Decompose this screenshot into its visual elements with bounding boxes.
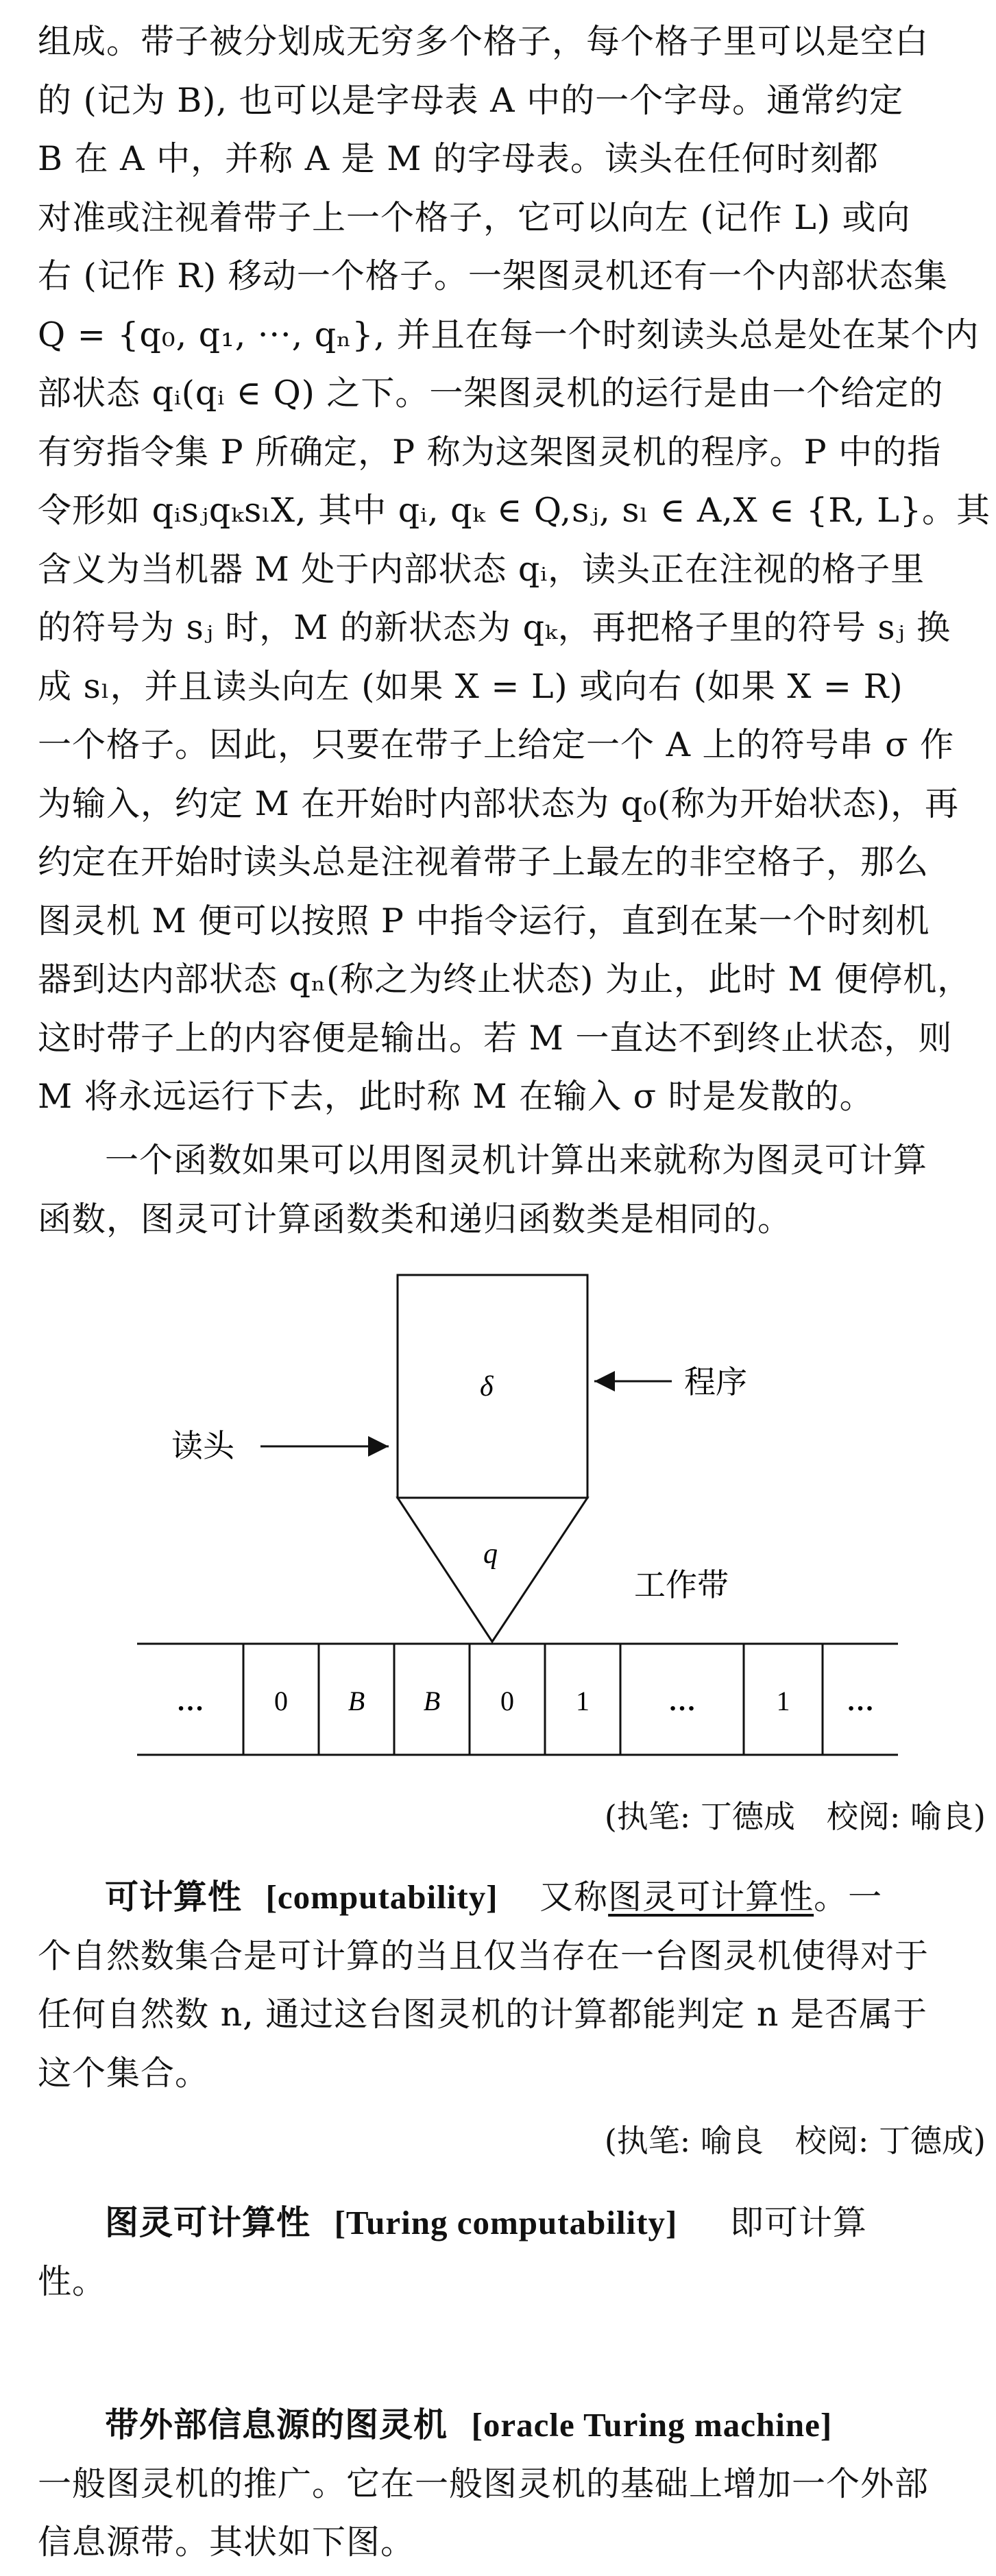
body-paragraph	[38, 12, 989, 1126]
entry-line-4: 这个集合。	[38, 2053, 210, 2093]
body-line: 右 (记作 R) 移动一个格子。一架图灵机还有一个内部状态集	[38, 256, 948, 295]
read-head-triangle	[398, 1498, 587, 1642]
body-line: 约定在开始时读头总是注视着带子上最左的非空格子，那么	[38, 842, 930, 882]
body-line: 这时带子上的内容便是输出。若 M 一直达不到终止状态，则	[38, 1018, 953, 1058]
entry-english: [oracle Turing machine]	[471, 2406, 833, 2444]
paragraph2-line-2: 函数，图灵可计算函数类和递归函数类是相同的。	[38, 1199, 792, 1239]
entry-rest: 。一	[814, 1878, 883, 1917]
tape-cell: 1	[776, 1686, 790, 1716]
body-line: 组成。带子被分划成无穷多个格子，每个格子里可以是空白	[38, 22, 930, 61]
turing-machine-diagram	[38, 1248, 989, 1775]
body-line: 一个格子。因此，只要在带子上给定一个 A 上的符号串 σ 作	[38, 725, 955, 764]
entry-term: 可计算性	[105, 1878, 243, 1917]
entry-rest: 即可计算	[729, 2203, 867, 2242]
definition-paragraph	[38, 1131, 989, 1248]
body-line: 令形如 qᵢsⱼqₖsₗX, 其中 qᵢ, qₖ ∈ Q,sⱼ, sₗ ∈ A,X ∈ {R, L}。其	[38, 491, 991, 530]
tape-cell: …	[176, 1686, 204, 1716]
body-line: 部状态 qᵢ(qᵢ ∈ Q) 之下。一架图灵机的运行是由一个给定的	[38, 374, 944, 413]
entry-line-3: 任何自然数 n, 通过这台图灵机的计算都能判定 n 是否属于	[38, 1995, 927, 2034]
entry-line-2: 一般图灵机的推广。它在一般图灵机的基础上增加一个外部	[38, 2464, 930, 2503]
tape-cell: …	[668, 1686, 696, 1716]
program-label: 程序	[684, 1363, 747, 1400]
body-line: 为输入，约定 M 在开始时内部状态为 q₀(称为开始状态)，再	[38, 783, 960, 823]
credit-line-2: (执笔: 喻良 校阅: 丁德成)	[604, 2122, 986, 2159]
tape-label: 工作带	[634, 1566, 729, 1603]
body-line: Q = {q₀, q₁, ···, qₙ}, 并且在每一个时刻读头总是处在某个内	[38, 315, 980, 354]
body-line: 含义为当机器 M 处于内部状态 qᵢ，读头正在注视的格子里	[38, 549, 925, 589]
entry-oracle-turing-machine	[38, 2396, 989, 2572]
entry-also: 又称	[539, 1878, 609, 1917]
body-line: 的 (记为 B), 也可以是字母表 A 中的一个字母。通常约定	[38, 80, 904, 120]
body-line: 有穷指令集 P 所确定，P 称为这架图灵机的程序。P 中的指	[38, 432, 942, 472]
tape-cell: 1	[576, 1686, 590, 1716]
state-symbol: q	[483, 1538, 498, 1570]
head-label: 读头	[171, 1427, 234, 1464]
entry-english: [computability]	[265, 1878, 498, 1916]
tape-cell: 0	[274, 1686, 288, 1716]
cross-reference-link[interactable]: 图灵可计算性	[608, 1878, 814, 1917]
body-line: M 将永远运行下去，此时称 M 在输入 σ 时是发散的。	[38, 1077, 874, 1116]
tape-cell: …	[847, 1686, 874, 1716]
tape-cell: B	[348, 1686, 365, 1716]
paragraph2-line-1: 一个函数如果可以用图灵机计算出来就称为图灵可计算	[105, 1141, 928, 1180]
body-line: B 在 A 中，并称 A 是 M 的字母表。读头在任何时刻都	[38, 139, 879, 178]
body-line: 器到达内部状态 qₙ(称之为终止状态) 为止，此时 M 便停机，	[38, 960, 972, 999]
body-line: 成 sₗ，并且读头向左 (如果 X = L) 或向右 (如果 X = R)	[38, 666, 903, 706]
credit-line-1: (执笔: 丁德成 校阅: 喻良)	[604, 1798, 986, 1835]
work-tape	[137, 1644, 898, 1755]
entry-computability	[38, 1868, 989, 2102]
entry-line-2: 性。	[38, 2261, 107, 2301]
entry-turing-computability	[38, 2194, 989, 2311]
entry-line-3: 信息源带。其状如下图。	[38, 2523, 415, 2562]
tape-cell: B	[423, 1686, 441, 1716]
tape-cell: 0	[500, 1686, 514, 1716]
entry-line-2: 个自然数集合是可计算的当且仅当存在一台图灵机使得对于	[38, 1936, 930, 1976]
entry-term: 图灵可计算性	[105, 2203, 311, 2242]
body-line: 图灵机 M 便可以按照 P 中指令运行，直到在某一个时刻机	[38, 901, 930, 940]
body-line: 的符号为 sⱼ 时，M 的新状态为 qₖ，再把格子里的符号 sⱼ 换	[38, 608, 951, 647]
delta-symbol: δ	[480, 1371, 494, 1402]
entry-term: 带外部信息源的图灵机	[105, 2405, 448, 2444]
body-line: 对准或注视着带子上一个格子，它可以向左 (记作 L) 或向	[38, 197, 911, 237]
entry-english: [Turing computability]	[334, 2204, 678, 2241]
